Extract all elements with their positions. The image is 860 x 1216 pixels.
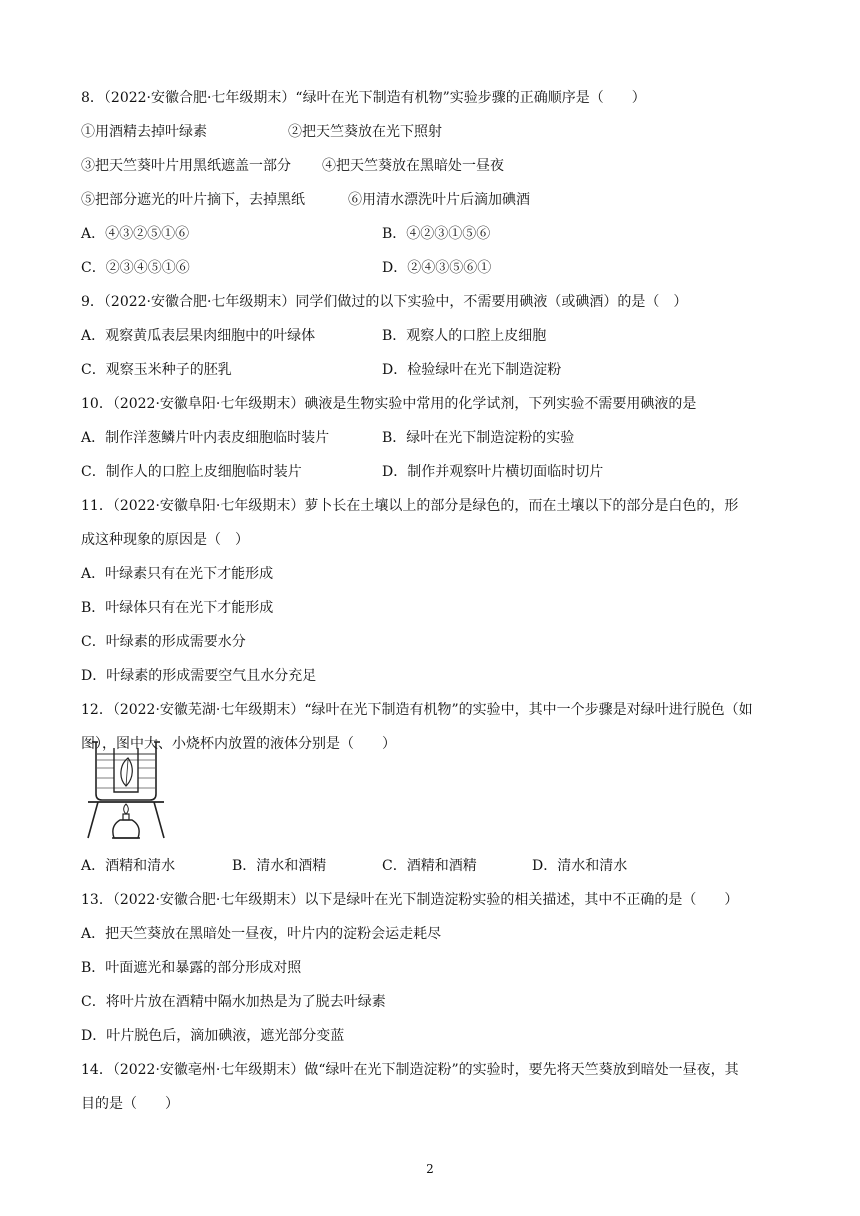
q10-option-b: B．绿叶在光下制造淀粉的实验 (382, 430, 575, 446)
question-11-stem-line1: 11．（2022·安徽阜阳·七年级期末）萝卜长在土壤以上的部分是绿色的，而在土壤以下的部分是白色的，形 (81, 498, 739, 514)
q13-option-a: A．把天竺葵放在黑暗处一昼夜，叶片内的淀粉会运走耗尽 (81, 926, 442, 942)
question-11-stem-line2: 成这种现象的原因是（ ） (81, 532, 249, 548)
q8-option-d: D．②④③⑤⑥① (382, 260, 492, 276)
q8-step-4: ④把天竺葵放在黑暗处一昼夜 (322, 158, 504, 174)
question-14-stem-line2: 目的是（ ） (81, 1096, 179, 1112)
q8-step-3: ③把天竺葵叶片用黑纸遮盖一部分 (81, 158, 291, 174)
q12-option-b: B．清水和酒精 (232, 858, 327, 874)
question-8-stem: 8．（2022·安徽合肥·七年级期末）“绿叶在光下制造有机物”实验步骤的正确顺序是（ ） (81, 90, 646, 106)
q9-option-c: C．观察玉米种子的胚乳 (81, 362, 232, 378)
q11-option-c: C．叶绿素的形成需要水分 (81, 634, 246, 650)
q13-option-c: C．将叶片放在酒精中隔水加热是为了脱去叶绿素 (81, 994, 386, 1010)
q12-option-a: A．酒精和清水 (81, 858, 176, 874)
q12-option-d: D．清水和清水 (532, 858, 628, 874)
q11-option-b: B．叶绿体只有在光下才能形成 (81, 600, 274, 616)
water-bath-apparatus-figure (84, 734, 168, 842)
q13-option-b: B．叶面遮光和暴露的部分形成对照 (81, 960, 302, 976)
q10-option-c: C．制作人的口腔上皮细胞临时装片 (81, 464, 302, 480)
question-9-stem: 9．（2022·安徽合肥·七年级期末）同学们做过的以下实验中，不需要用碘液（或碘酒）的是（ ） (81, 294, 688, 310)
q13-option-d: D．叶片脱色后，滴加碘液，遮光部分变蓝 (81, 1028, 345, 1044)
q11-option-a: A．叶绿素只有在光下才能形成 (81, 566, 274, 582)
q8-option-a: A．④③②⑤①⑥ (81, 226, 190, 242)
q12-option-c: C．酒精和酒精 (382, 858, 477, 874)
q8-step-6: ⑥用清水漂洗叶片后滴加碘酒 (348, 192, 530, 208)
q8-option-c: C．②③④⑤①⑥ (81, 260, 190, 276)
page-number: 2 (426, 1162, 434, 1176)
question-14-stem-line1: 14．（2022·安徽亳州·七年级期末）做“绿叶在光下制造淀粉”的实验时，要先将天竺葵放到暗处一昼夜，其 (81, 1062, 739, 1078)
question-10-stem: 10．（2022·安徽阜阳·七年级期末）碘液是生物实验中常用的化学试剂，下列实验不需要用碘液的是 (81, 396, 697, 412)
q8-step-1: ①用酒精去掉叶绿素 (81, 124, 207, 140)
question-13-stem: 13．（2022·安徽合肥·七年级期末）以下是绿叶在光下制造淀粉实验的相关描述，其中不正确的是（ ） (81, 892, 739, 908)
question-12-stem-line1: 12．（2022·安徽芜湖·七年级期末）“绿叶在光下制造有机物”的实验中，其中一个步骤是对绿叶进行脱色（如 (81, 702, 753, 718)
question-12-stem-line2: 图），图中大、小烧杯内放置的液体分别是（ ） (81, 736, 396, 752)
q9-option-a: A．观察黄瓜表层果肉细胞中的叶绿体 (81, 328, 316, 344)
q11-option-d: D．叶绿素的形成需要空气且水分充足 (81, 668, 317, 684)
q8-option-b: B．④②③①⑤⑥ (382, 226, 491, 242)
q8-step-2: ②把天竺葵放在光下照射 (288, 124, 442, 140)
q10-option-d: D．制作并观察叶片横切面临时切片 (382, 464, 604, 480)
q9-option-d: D．检验绿叶在光下制造淀粉 (382, 362, 562, 378)
q8-step-5: ⑤把部分遮光的叶片摘下，去掉黑纸 (81, 192, 305, 208)
q9-option-b: B．观察人的口腔上皮细胞 (382, 328, 547, 344)
q10-option-a: A．制作洋葱鳞片叶内表皮细胞临时装片 (81, 430, 330, 446)
